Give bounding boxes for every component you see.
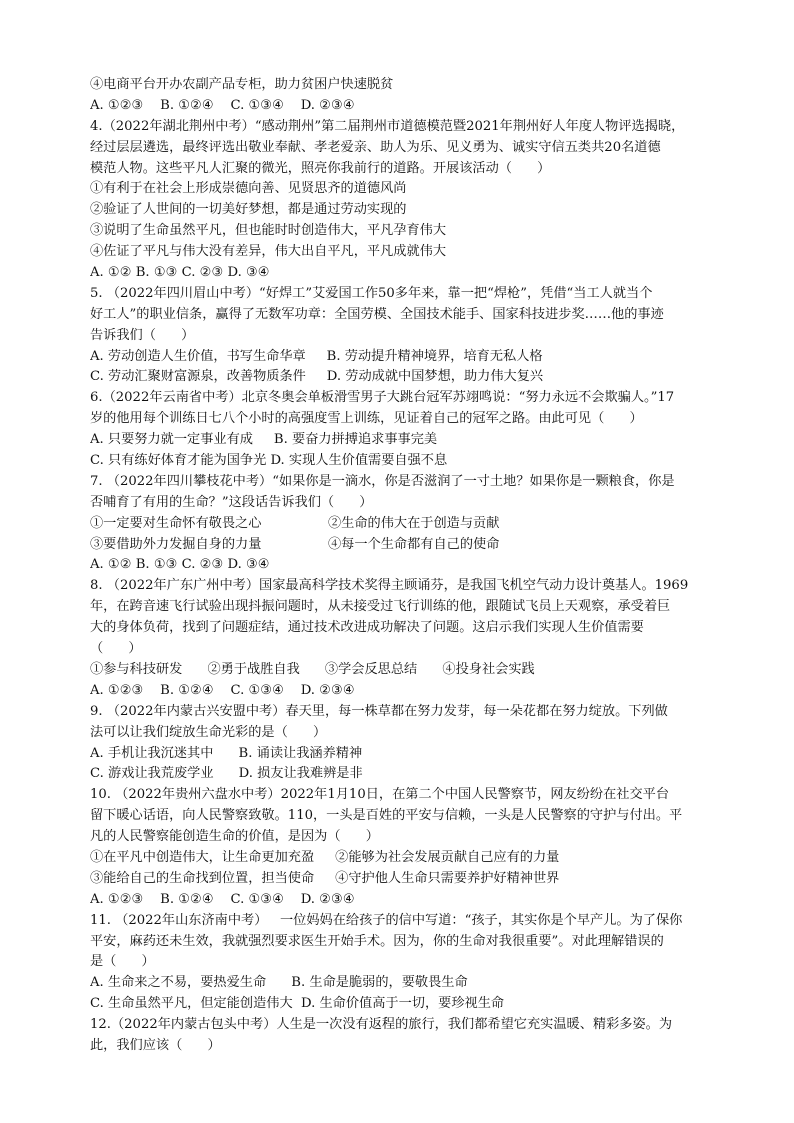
q7-answer-options: A. ①② B. ①③ C. ②③ D. ③④ <box>90 557 270 573</box>
q5-stem-line-2: 好工人”的职业信条，赢得了无数军功章：全国劳模、全国技术能手、国家科技进步奖……他的事迹 <box>90 306 664 322</box>
q4-stem-line-1: 4.（2022年湖北荆州中考）“感动荆州”第二届荆州市道德模范暨2021年荆州好人年度人物评选揭晓， <box>90 118 685 134</box>
q7-statement-4: ④每一个生命都有自己的使命 <box>328 536 500 552</box>
q8-stem-line-1: 8. （2022年广东广州中考）国家最高科学技术奖得主顾诵芬，是我国飞机空气动力设计奠基人。1969 <box>90 578 689 594</box>
q10-stem-line-1: 10. （2022年贵州六盘水中考）2022年1月10日，在第二个中国人民警察节，网友纷纷在社交平台 <box>90 787 670 803</box>
q7-statement-3: ③要借助外力发掘自身的力量 <box>90 536 262 552</box>
q4-stem-line-2: 经过层层遴选，最终评选出敬业奉献、孝老爱亲、助人为乐、见义勇为、诚实守信五类共20名道德 <box>90 139 661 155</box>
q8-stem-line-2: 年，在跨音速飞行试验出现抖振问题时，从未接受过飞行训练的他，跟随试飞员上天观察，承受着巨 <box>90 599 671 615</box>
q4-statement-1: ①有利于在社会上形成崇德向善、见贤思齐的道德风尚 <box>90 181 407 197</box>
q4-answer-options: A. ①② B. ①③ C. ②③ D. ③④ <box>90 265 270 281</box>
q7-statement-1: ①一定要对生命怀有敬畏之心 <box>90 515 262 531</box>
q6-options-cd: C. 只有练好体育才能为国争光 D. 实现人生价值需要自强不息 <box>90 453 448 469</box>
q12-stem-line-1: 12.（2022年内蒙古包头中考）人生是一次没有返程的旅行，我们都希望它充实温暖、精彩多姿。为 <box>90 1017 673 1033</box>
q8-answer-options: A. ①②③ B. ①②④ C. ①③④ D. ②③④ <box>90 682 355 698</box>
q5-options-ab: A. 劳动创造人生价值，书写生命华章 B. 劳动提升精神境界，培育无私人格 <box>90 348 543 364</box>
q11-stem-line-1: 11. （2022年山东济南中考） 一位妈妈在给孩子的信中写道：“孩子，其实你是个早产儿。为了保你 <box>90 912 683 928</box>
q11-stem-line-3: 是（ ） <box>90 954 155 970</box>
q8-stem-line-3: 大的身体负荷，找到了问题症结，通过技术改进成功解决了问题。这启示我们实现人生价值需要 <box>90 620 644 636</box>
q5-stem-line-1: 5. （2022年四川眉山中考）“好焊工”艾爱国工作50多年来，靠一把“焊枪”，凭借“当工人就当个 <box>90 285 653 301</box>
q3-answer-options: A. ①②③ B. ①②④ C. ①③④ D. ②③④ <box>90 97 355 113</box>
q8-statements: ①参与科技研发 ②勇于战胜自我 ③学会反思总结 ④投身社会实践 <box>90 661 535 677</box>
q9-options-cd: C. 游戏让我荒废学业 D. 损友让我难辨是非 <box>90 766 363 782</box>
q6-stem-line-1: 6.（2022年云南省中考）北京冬奥会单板滑雪男子大跳台冠军苏翊鸣说：“努力永远不会欺骗人。”17 <box>90 390 675 406</box>
q10-stem-line-3: 凡的人民警察能创造生命的价值，是因为（ ） <box>90 829 379 845</box>
q4-statement-3: ③说明了生命虽然平凡，但也能时时创造伟大，平凡孕育伟大 <box>90 223 447 239</box>
q4-statement-2: ②验证了人世间的一切美好梦想，都是通过劳动实现的 <box>90 202 407 218</box>
q9-stem-line-2: 法可以让我们绽放生命光彩的是（ ） <box>90 724 327 740</box>
q10-stem-line-2: 留下暖心话语，向人民警察致敬。110，一头是百姓的平安与信赖，一头是人民警察的守护与付出。平 <box>90 808 683 824</box>
document-page <box>90 75 708 1057</box>
q6-options-ab: A. 只要努力就一定事业有成 B. 要奋力拼搏追求事事完美 <box>90 432 438 448</box>
q8-stem-line-4: （ ） <box>90 641 142 657</box>
q7-stem-line-2: 否哺育了有用的生命？”这段话告诉我们（ ） <box>90 494 373 510</box>
q9-stem-line-1: 9. （2022年内蒙古兴安盟中考）春天里，每一株草都在努力发芽，每一朵花都在努力绽放。下列做 <box>90 703 668 719</box>
q10-statements-row-1: ①在平凡中创造伟大，让生命更加充盈 ②能够为社会发展贡献自己应有的力量 <box>90 849 560 865</box>
q7-statements-row-1 <box>90 514 708 535</box>
q10-statements-row-2: ③能给自己的生命找到位置，担当使命 ④守护他人生命只需要养护好精神世界 <box>90 870 560 886</box>
q7-statements-row-2 <box>90 535 708 556</box>
q12-stem-line-2: 此，我们应该（ ） <box>90 1037 221 1053</box>
q11-options-cd: C. 生命虽然平凡，但定能创造伟大 D. 生命价值高于一切，要珍视生命 <box>90 996 505 1012</box>
q4-stem-line-3: 模范人物。这些平凡人汇聚的微光，照亮你我前行的道路。开展该活动（ ） <box>90 160 551 176</box>
q7-statement-2: ②生命的伟大在于创造与贡献 <box>328 515 500 531</box>
q9-options-ab: A. 手机让我沉迷其中 B. 诵读让我涵养精神 <box>90 745 363 761</box>
q11-options-ab: A. 生命来之不易，要热爱生命 B. 生命是脆弱的，要敬畏生命 <box>90 975 468 991</box>
q6-stem-line-2: 岁的他用每个训练日七八个小时的高强度雪上训练，见证着自己的冠军之路。由此可见（ ） <box>90 411 643 427</box>
q4-statement-4: ④佐证了平凡与伟大没有差异，伟大出自平凡，平凡成就伟大 <box>90 244 447 260</box>
q10-answer-options: A. ①②③ B. ①②④ C. ①③④ D. ②③④ <box>90 891 355 907</box>
q11-stem-line-2: 平安，麻药还未生效，我就强烈要求医生开始手术。因为，你的生命对我很重要”。对此理解错误的 <box>90 933 664 949</box>
q3-statement-4: ④电商平台开办农副产品专柜，助力贫困户快速脱贫 <box>90 77 394 92</box>
q5-options-cd: C. 劳动汇聚财富源泉，改善物质条件 D. 劳动成就中国梦想，助力伟大复兴 <box>90 369 544 385</box>
q7-stem-line-1: 7. （2022年四川攀枝花中考）“如果你是一滴水，你是否滋润了一寸土地？如果你是一颗粮食，你是 <box>90 473 675 489</box>
q5-stem-line-3: 告诉我们（ ） <box>90 327 195 343</box>
